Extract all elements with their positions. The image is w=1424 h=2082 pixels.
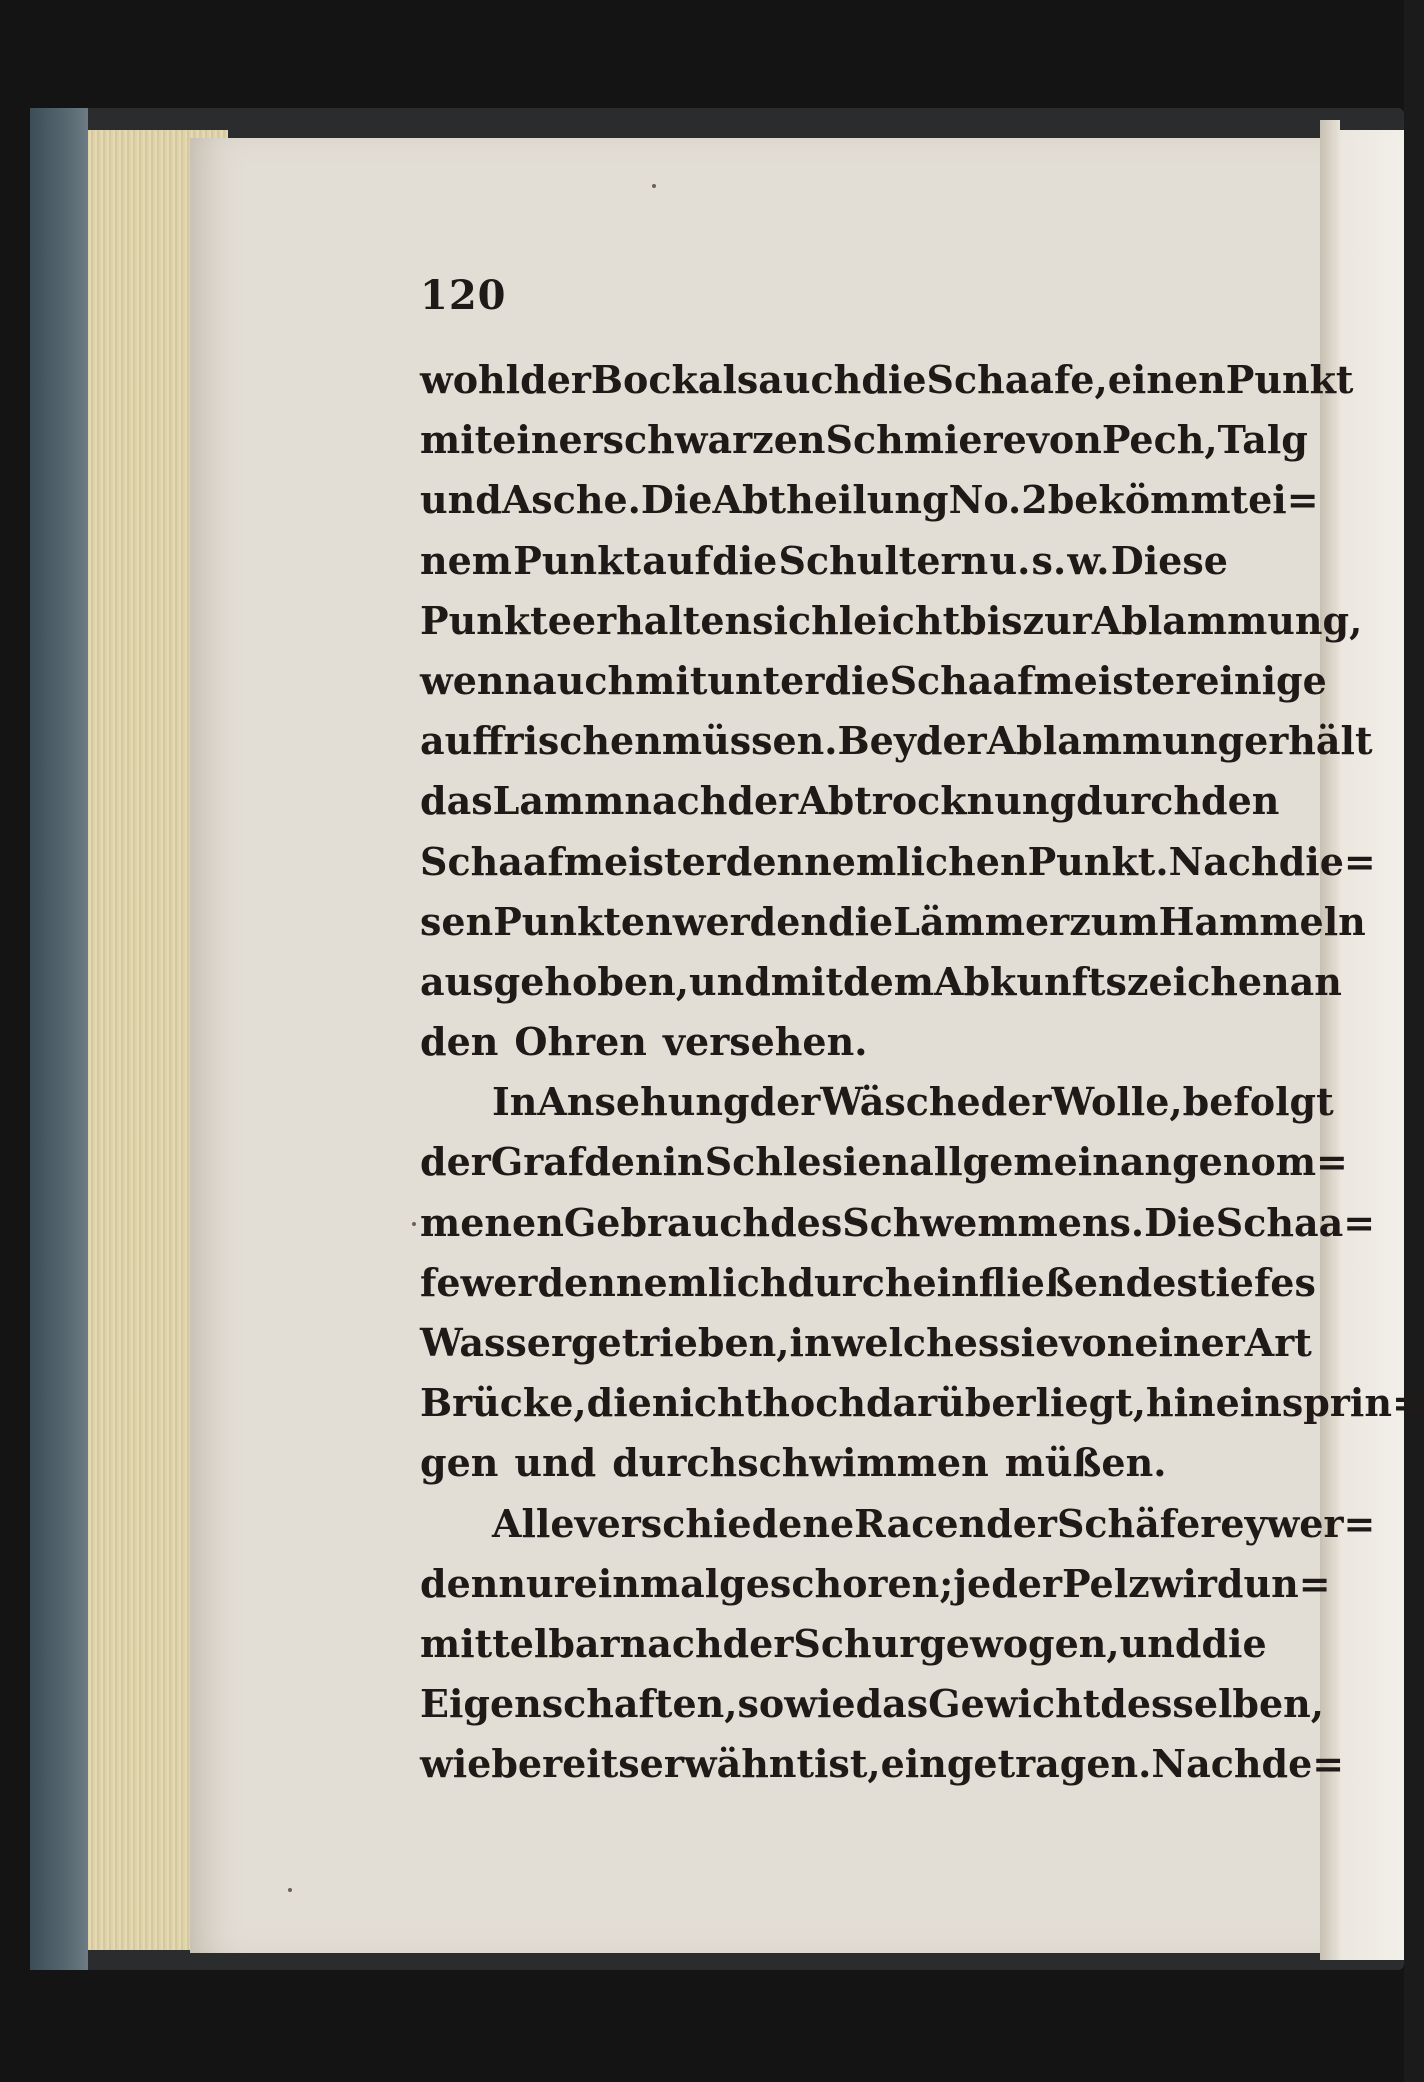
word: der xyxy=(722,1620,794,1666)
word: sie xyxy=(999,1320,1060,1365)
word: Schaafmeister xyxy=(420,838,726,884)
text-line xyxy=(420,1614,1267,1674)
word: No. xyxy=(948,477,1022,523)
word: Bock xyxy=(590,357,698,402)
text-line xyxy=(420,591,1363,651)
word: sich xyxy=(752,597,839,643)
word: Gewicht xyxy=(928,1681,1101,1727)
word: mit xyxy=(420,417,493,463)
word: liegt, xyxy=(1035,1380,1146,1426)
word: so xyxy=(737,1681,785,1727)
word: Abkunftszeichen xyxy=(933,958,1290,1004)
word: ausgehoben, xyxy=(420,958,689,1004)
word: Lämmer xyxy=(893,898,1070,944)
word: Nach xyxy=(1168,838,1279,884)
word: durch xyxy=(1076,778,1202,824)
word: in xyxy=(662,1139,705,1185)
word: Punkte xyxy=(420,597,572,643)
word: Ablammung xyxy=(986,718,1245,764)
word: getrieben, xyxy=(570,1320,790,1365)
text-line xyxy=(420,1132,1348,1192)
text-line xyxy=(420,1373,1424,1433)
word: Punkt xyxy=(513,537,641,583)
word: allgemein xyxy=(909,1139,1120,1185)
word: der xyxy=(520,357,591,402)
word: Ansehung xyxy=(537,1079,750,1125)
text-line xyxy=(420,1313,1312,1373)
word: der xyxy=(749,1079,821,1125)
word: u. xyxy=(989,537,1031,583)
word: nicht xyxy=(651,1380,763,1426)
word: die xyxy=(828,898,894,944)
text-line xyxy=(420,892,1366,952)
body-text xyxy=(420,350,1424,1795)
word: und xyxy=(420,477,502,523)
word: Brücke, xyxy=(420,1380,587,1426)
word: Graf xyxy=(490,1139,585,1185)
word: wohl xyxy=(420,357,521,402)
word: die xyxy=(861,357,927,402)
text-line xyxy=(420,1253,1316,1313)
word: müssen. xyxy=(661,718,838,764)
word: den xyxy=(420,1019,499,1065)
word: die xyxy=(712,537,778,583)
word: gen xyxy=(420,1440,499,1486)
word: wird xyxy=(1149,1560,1244,1606)
word: darüber xyxy=(865,1380,1036,1426)
word: der xyxy=(727,778,799,824)
word: Schmiere xyxy=(825,417,1027,463)
word: nach xyxy=(619,1620,723,1666)
text-line xyxy=(420,651,1327,711)
word: mit xyxy=(635,657,708,703)
text-line xyxy=(420,531,1228,591)
word: erwähnt xyxy=(639,1741,814,1787)
word: bereits xyxy=(491,1741,640,1787)
word: wie xyxy=(420,1741,492,1787)
word: durch xyxy=(787,1259,913,1305)
text-line xyxy=(420,1193,1376,1253)
word: Nach xyxy=(1151,1741,1262,1787)
word: bekömmt xyxy=(1047,477,1249,523)
word: Wasser xyxy=(420,1320,571,1365)
word: Punkt xyxy=(1225,357,1354,402)
word: Schur xyxy=(793,1620,920,1666)
word: das xyxy=(855,1681,929,1727)
word: einige xyxy=(1195,657,1327,703)
paper-speck xyxy=(652,184,656,188)
word: Schlesien xyxy=(704,1139,910,1185)
word: nem xyxy=(420,537,513,583)
word: Schaafmeister xyxy=(889,657,1196,703)
word: ist, xyxy=(814,1741,881,1787)
word: werden xyxy=(672,898,829,944)
word: Hammeln xyxy=(1158,898,1366,944)
book-cover-edge xyxy=(30,108,88,1970)
word: Wäsche xyxy=(820,1079,981,1125)
word: unter xyxy=(707,657,825,703)
text-line xyxy=(420,1494,1376,1554)
word: der xyxy=(420,1139,491,1185)
word: dem xyxy=(843,958,934,1004)
word: gewogen, xyxy=(919,1620,1120,1666)
word: an xyxy=(1289,958,1342,1004)
word: nemlichen xyxy=(804,838,1028,884)
word: der xyxy=(915,718,987,764)
word: Wolle, xyxy=(1051,1079,1183,1125)
word: die xyxy=(586,1380,652,1426)
word: Ohren xyxy=(514,1019,647,1065)
word: Talg xyxy=(1217,417,1308,463)
word: die xyxy=(1201,1620,1267,1666)
word: den xyxy=(420,1560,499,1606)
word: der xyxy=(986,1500,1057,1546)
word: nur xyxy=(498,1560,574,1606)
word: leicht xyxy=(838,597,961,643)
word: Diese xyxy=(1110,537,1228,583)
paper-speck xyxy=(412,1222,416,1226)
text-line xyxy=(420,350,1354,410)
word: werden xyxy=(460,1259,616,1305)
word: s. xyxy=(1031,537,1067,583)
word: einmal xyxy=(573,1560,720,1606)
text-line xyxy=(420,711,1373,771)
word: Schwemmens. xyxy=(842,1199,1145,1245)
word: welches xyxy=(831,1320,1000,1365)
word: Schäferey xyxy=(1056,1500,1267,1546)
word: Lamm xyxy=(492,778,625,824)
word: Alle xyxy=(492,1500,575,1546)
word: einen xyxy=(1107,357,1226,402)
word: Schaa= xyxy=(1215,1199,1376,1245)
word: menen xyxy=(420,1199,564,1245)
word: wie xyxy=(784,1681,856,1727)
page-number: 120 xyxy=(420,272,507,319)
word: einer xyxy=(492,417,603,463)
word: auf xyxy=(642,537,711,583)
word: den xyxy=(584,1139,663,1185)
word: auch xyxy=(758,357,862,402)
text-line xyxy=(420,1674,1325,1734)
word: Pech, xyxy=(1101,417,1218,463)
word: befolgt xyxy=(1182,1079,1334,1125)
word: wenn xyxy=(420,657,533,703)
word: die xyxy=(824,657,890,703)
word: sen xyxy=(420,898,494,944)
word: auch xyxy=(532,657,636,703)
text-line xyxy=(420,771,1280,831)
word: Pelz xyxy=(1061,1560,1150,1606)
word: in xyxy=(789,1320,832,1365)
word: angenom= xyxy=(1119,1139,1348,1185)
word: Abtheilung xyxy=(712,477,949,523)
word: desselben, xyxy=(1100,1681,1325,1727)
word: Gebrauch xyxy=(563,1199,771,1245)
word: wer= xyxy=(1266,1500,1376,1546)
word: verschiedene xyxy=(574,1500,855,1546)
word: zum xyxy=(1069,898,1159,944)
word: Eigenschaften, xyxy=(420,1681,738,1727)
word: nach xyxy=(624,778,728,824)
word: schwarzen xyxy=(602,417,826,463)
word: den xyxy=(1201,778,1280,824)
word: Abtrocknung xyxy=(798,778,1077,824)
word: des xyxy=(770,1199,843,1245)
paper-speck xyxy=(288,1888,292,1892)
text-line xyxy=(420,1433,1228,1493)
word: de= xyxy=(1261,1741,1345,1787)
word: von xyxy=(1026,417,1102,463)
word: mit xyxy=(770,958,843,1004)
word: tiefes xyxy=(1197,1259,1316,1305)
word: w. xyxy=(1067,537,1110,583)
word: einer xyxy=(1134,1320,1245,1365)
word: Schultern xyxy=(778,537,989,583)
word: ein xyxy=(912,1259,979,1305)
word: versehen. xyxy=(662,1019,868,1065)
word: müßen. xyxy=(1004,1440,1167,1486)
word: hoch xyxy=(762,1380,866,1426)
word: ei= xyxy=(1248,477,1319,523)
word: hineinsprin= xyxy=(1145,1380,1424,1426)
word: fe xyxy=(420,1259,461,1305)
word: fließendes xyxy=(978,1259,1198,1305)
word: das xyxy=(420,778,493,824)
text-line xyxy=(420,832,1376,892)
text-line xyxy=(420,470,1319,530)
text-line xyxy=(420,1554,1331,1614)
word: zur xyxy=(1022,597,1092,643)
word: geschoren; xyxy=(719,1560,954,1606)
word: Racen xyxy=(854,1500,987,1546)
word: nemlich xyxy=(615,1259,788,1305)
word: und xyxy=(1119,1620,1202,1666)
word: Schaafe, xyxy=(926,357,1108,402)
text-line xyxy=(420,1072,1334,1132)
text-line xyxy=(420,410,1308,470)
word: mittelbar xyxy=(420,1620,620,1666)
word: die= xyxy=(1278,838,1376,884)
word: jeder xyxy=(953,1560,1062,1606)
word: Punkt. xyxy=(1027,838,1169,884)
word: den xyxy=(725,838,805,884)
text-line xyxy=(420,1734,1345,1794)
word: un= xyxy=(1243,1560,1331,1606)
word: erhalten xyxy=(571,597,753,643)
word: erhält xyxy=(1244,718,1373,764)
text-line xyxy=(420,952,1342,1012)
word: bis xyxy=(960,597,1023,643)
word: und xyxy=(688,958,771,1004)
word: In xyxy=(492,1079,538,1125)
word: Bey xyxy=(837,718,916,764)
word: auffrischen xyxy=(420,718,662,764)
word: eingetragen. xyxy=(880,1741,1152,1787)
word: der xyxy=(980,1079,1052,1125)
word: durchschwimmen xyxy=(612,1440,989,1486)
word: von xyxy=(1059,1320,1135,1365)
word: 2 xyxy=(1021,477,1048,523)
word: Die xyxy=(640,477,713,523)
word: Ablammung, xyxy=(1091,597,1363,643)
word: Asche. xyxy=(501,477,641,523)
word: Die xyxy=(1144,1199,1216,1245)
word: Punkten xyxy=(493,898,673,944)
word: Art xyxy=(1244,1320,1312,1365)
word: als xyxy=(697,357,759,402)
word: und xyxy=(514,1440,597,1486)
text-line xyxy=(420,1012,1228,1072)
